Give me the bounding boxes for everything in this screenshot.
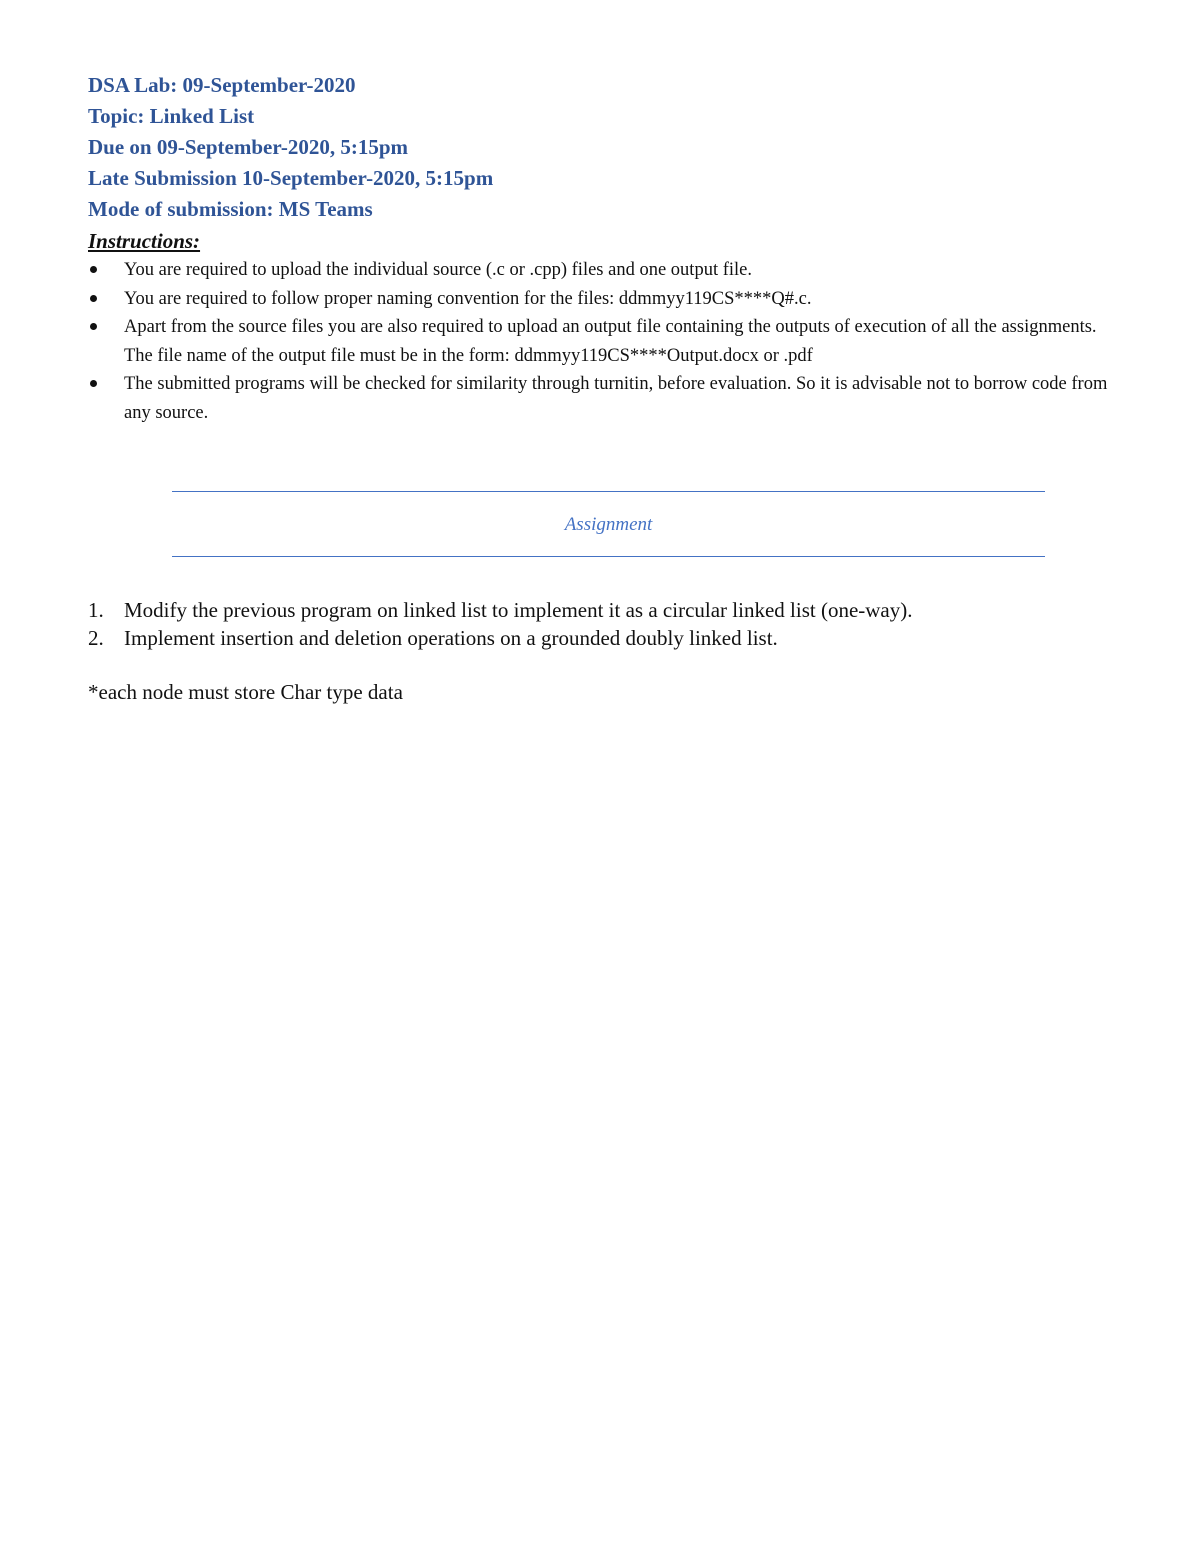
bullet-icon bbox=[90, 380, 97, 387]
task-text: Modify the previous program on linked list to implement it as a circular linked list (one-way). bbox=[124, 598, 913, 622]
assignment-heading: Assignment bbox=[564, 514, 653, 535]
instruction-text: The submitted programs will be checked for similarity through turnitin, before evaluation. So it is advisable not to borrow code from any source. bbox=[124, 374, 1108, 423]
topic-line: Topic: Linked List bbox=[88, 104, 255, 128]
divider-bottom bbox=[172, 556, 1045, 557]
instruction-text: You are required to follow proper naming convention for the files: ddmmyy119CS****Q#.c. bbox=[124, 288, 812, 309]
late-submission-line: Late Submission 10-September-2020, 5:15pm bbox=[88, 166, 494, 190]
divider-top bbox=[172, 491, 1045, 492]
data-type-note: *each node must store Char type data bbox=[88, 680, 403, 704]
instruction-text: Apart from the source files you are also required to upload an output file containing the outputs of execution of all the assignments. The file name of the output file must be in the form: ddmmyy119CS****Output.docx or .pdf bbox=[124, 317, 1097, 366]
instructions-list bbox=[88, 256, 1118, 427]
list-item bbox=[88, 596, 1118, 624]
due-date-line: Due on 09-September-2020, 5:15pm bbox=[88, 135, 409, 159]
list-item bbox=[88, 370, 1118, 427]
document-header bbox=[88, 70, 493, 225]
lab-title: DSA Lab: 09-September-2020 bbox=[88, 73, 356, 97]
list-item bbox=[88, 313, 1118, 370]
instructions-heading: Instructions: bbox=[88, 229, 201, 253]
submission-mode-line: Mode of submission: MS Teams bbox=[88, 197, 373, 221]
list-item bbox=[88, 256, 1118, 285]
bullet-icon bbox=[90, 266, 97, 273]
bullet-icon bbox=[90, 295, 97, 302]
list-item bbox=[88, 285, 1118, 314]
task-text: Implement insertion and deletion operations on a grounded doubly linked list. bbox=[124, 626, 778, 650]
task-number: 2. bbox=[88, 626, 104, 650]
task-number: 1. bbox=[88, 598, 104, 622]
assignment-task-list bbox=[88, 596, 1118, 652]
list-item bbox=[88, 624, 1118, 652]
bullet-icon bbox=[90, 323, 97, 330]
instruction-text: You are required to upload the individual source (.c or .cpp) files and one output file. bbox=[124, 260, 752, 280]
